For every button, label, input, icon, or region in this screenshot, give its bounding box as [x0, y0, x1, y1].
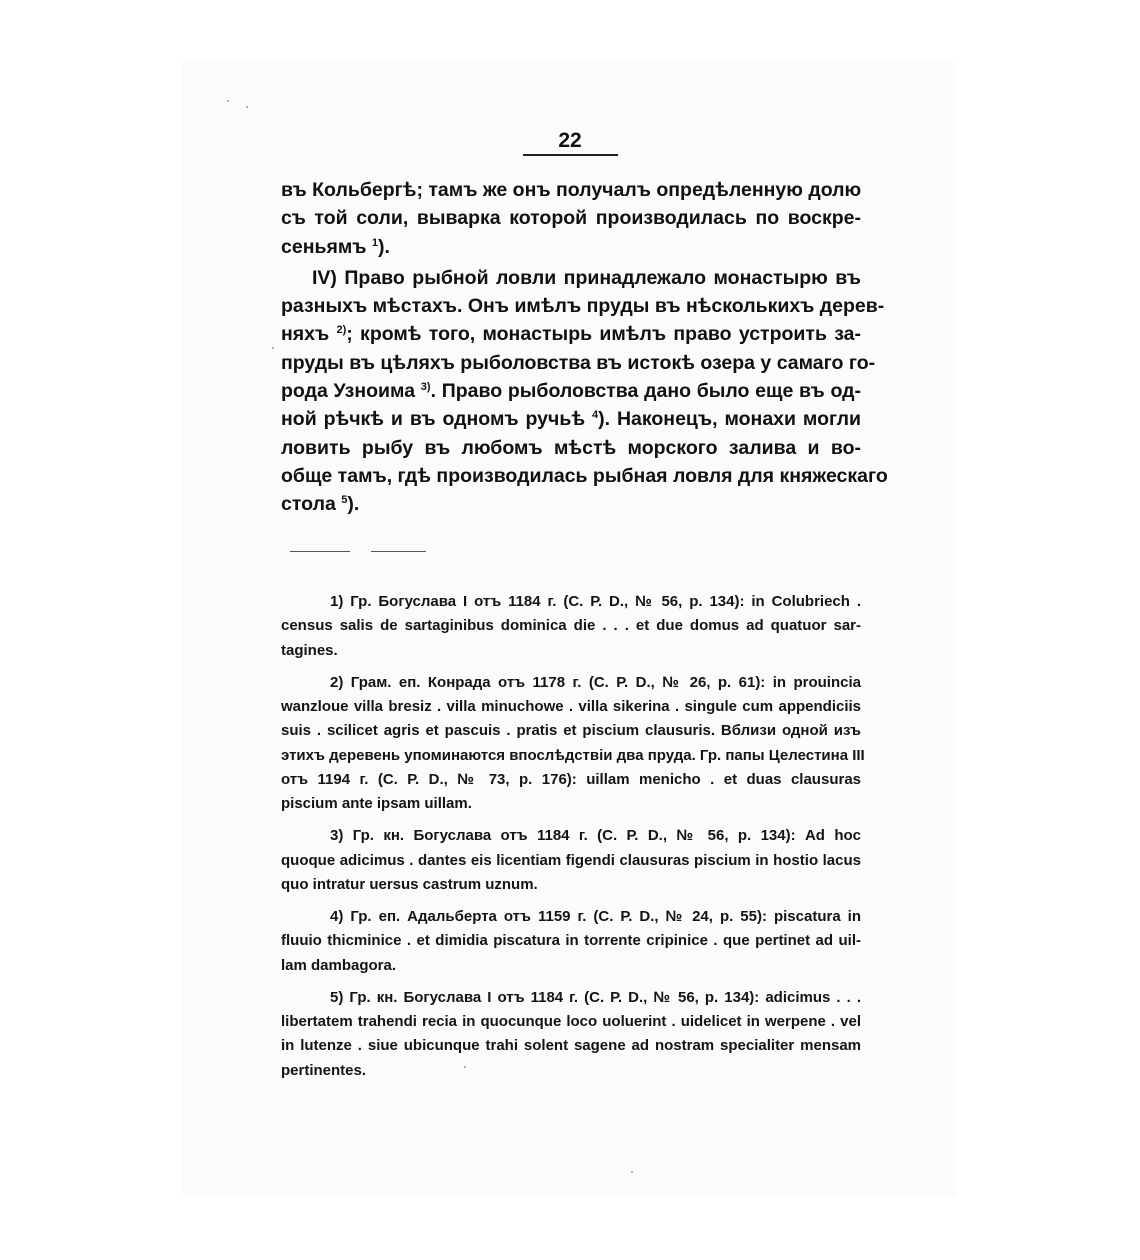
footnote-2	[281, 671, 865, 817]
text-fragment: . Право рыболовства дано было еще въ од-	[430, 380, 862, 403]
text-line: пруды въ цѣляхъ рыболовства въ истокѣ озера у самаго го-	[281, 351, 876, 374]
footnote-ref: 5	[341, 494, 348, 507]
page-number-rule	[523, 154, 618, 156]
footnotes	[281, 590, 865, 1091]
text-line	[281, 490, 861, 518]
text-line: съ той соли, выварка которой производилась по воскре-	[281, 207, 861, 230]
footnote-line: wanzloue villa bresiz . villa minuchowe . villa sikerina . singule cum appendiciis	[281, 697, 861, 715]
footnote-line: 2) Грам. еп. Конрада отъ 1178 г. (С. Р. D., № 26, p. 61): in prouincia	[330, 673, 861, 691]
footnote-ref: 3)	[420, 381, 431, 394]
text-fragment: сеньямъ	[281, 235, 367, 258]
footnote-line: этихъ деревень упоминаются впослѣдствіи два пруда. Гр. папы Целестина III	[281, 746, 865, 764]
footnote-separator	[290, 551, 350, 552]
footnote-4	[281, 905, 861, 978]
text-line: въ Кольбергѣ; тамъ же онъ получалъ опредѣленную долю	[281, 179, 862, 201]
footnote-separator	[371, 551, 426, 552]
text-fragment: ; кромѣ того, монастырь имѣлъ право устроить за-	[346, 323, 861, 346]
footnote-ref: 1	[371, 236, 379, 249]
footnote-line: quoque adicimus . dantes eis licentiam figendi clausuras piscium in hostio lacus	[281, 851, 861, 869]
footnote-line: отъ 1194 г. (С. Р. D., № 73, p. 176): uillam menicho . et duas clausuras	[281, 770, 861, 788]
footnote-line: fluuio thicminice . et dimidia piscatura in torrente cripinice . que pertinet ad uil-	[281, 932, 861, 950]
text-line	[281, 320, 861, 348]
footnote-ref: 2)	[336, 324, 347, 337]
footnote-line: census salis de sartaginibus dominica die . . . et due domus ad quatuor sar-	[281, 617, 861, 635]
scan-speck	[227, 100, 229, 102]
footnote-line: lam dambagora.	[281, 956, 397, 974]
footnote-ref: 4	[591, 409, 599, 422]
scan-speck	[464, 1066, 466, 1068]
footnote-line: tagines.	[281, 641, 338, 659]
text-fragment: ной рѣчкѣ и въ одномъ ручьѣ	[281, 408, 586, 431]
text-line	[281, 377, 861, 405]
text-line: ловить рыбу въ любомъ мѣстѣ морского залива и во-	[281, 436, 861, 459]
footnote-5	[281, 986, 861, 1083]
text-line: обще тамъ, гдѣ производилась рыбная ловля для княжескаго	[281, 464, 888, 487]
text-line: сеньямъ $^1$).	[281, 235, 390, 258]
text-fragment: ).	[347, 493, 360, 516]
footnote-line: quo intratur uersus castrum uznum.	[281, 875, 538, 893]
footnote-line: pertinentes.	[281, 1061, 367, 1079]
footnote-line: libertatem trahendi recia in quocunque loco uoluerint . uidelicet in werpene . vel	[281, 1012, 861, 1030]
scan-speck	[272, 347, 274, 349]
footnote-1	[281, 590, 861, 663]
text-line	[281, 405, 861, 433]
scan-speck	[246, 106, 248, 108]
footnote-line: piscium ante ipsam uillam.	[281, 795, 472, 813]
text-line: IV) Право рыбной ловли принадлежало монастырю въ	[312, 266, 861, 289]
footnote-line: 1) Гр. Богуслава I отъ 1184 г. (С. Р. D., № 56, p. 134): in Colubriech .	[330, 593, 861, 610]
page-number: 22	[558, 129, 582, 152]
text-fragment: няхъ	[281, 323, 330, 346]
scan-speck	[631, 1171, 633, 1173]
footnote-3	[281, 824, 861, 897]
text-fragment: ). Наконецъ, монахи могли	[598, 408, 862, 431]
footnote-line: 5) Гр. кн. Богуслава I отъ 1184 г. (С. Р. D., № 56, p. 134): adicimus . . .	[330, 988, 861, 1006]
text-fragment: стола	[281, 493, 336, 516]
footnote-line: in lutenze . siue ubicunque trahi solent sagene ad nostram specialiter mensam	[281, 1037, 861, 1055]
body-text	[281, 176, 888, 519]
text-fragment: рода Узноима	[281, 380, 416, 403]
footnote-line: 4) Гр. еп. Адальберта отъ 1159 г. (С. Р. D., № 24, p. 55): piscatura in	[330, 907, 861, 925]
footnote-line: 3) Гр. кн. Богуслава отъ 1184 г. (С. Р. D., № 56, p. 134): Ad hoc	[330, 827, 861, 845]
footnote-line: suis . scilicet agris et pascuis . pratis et piscium clausuris. Вблизи одной изъ	[281, 722, 861, 740]
text-line: разныхъ мѣстахъ. Онъ имѣлъ пруды въ нѣсколькихъ дерев-	[281, 295, 885, 318]
